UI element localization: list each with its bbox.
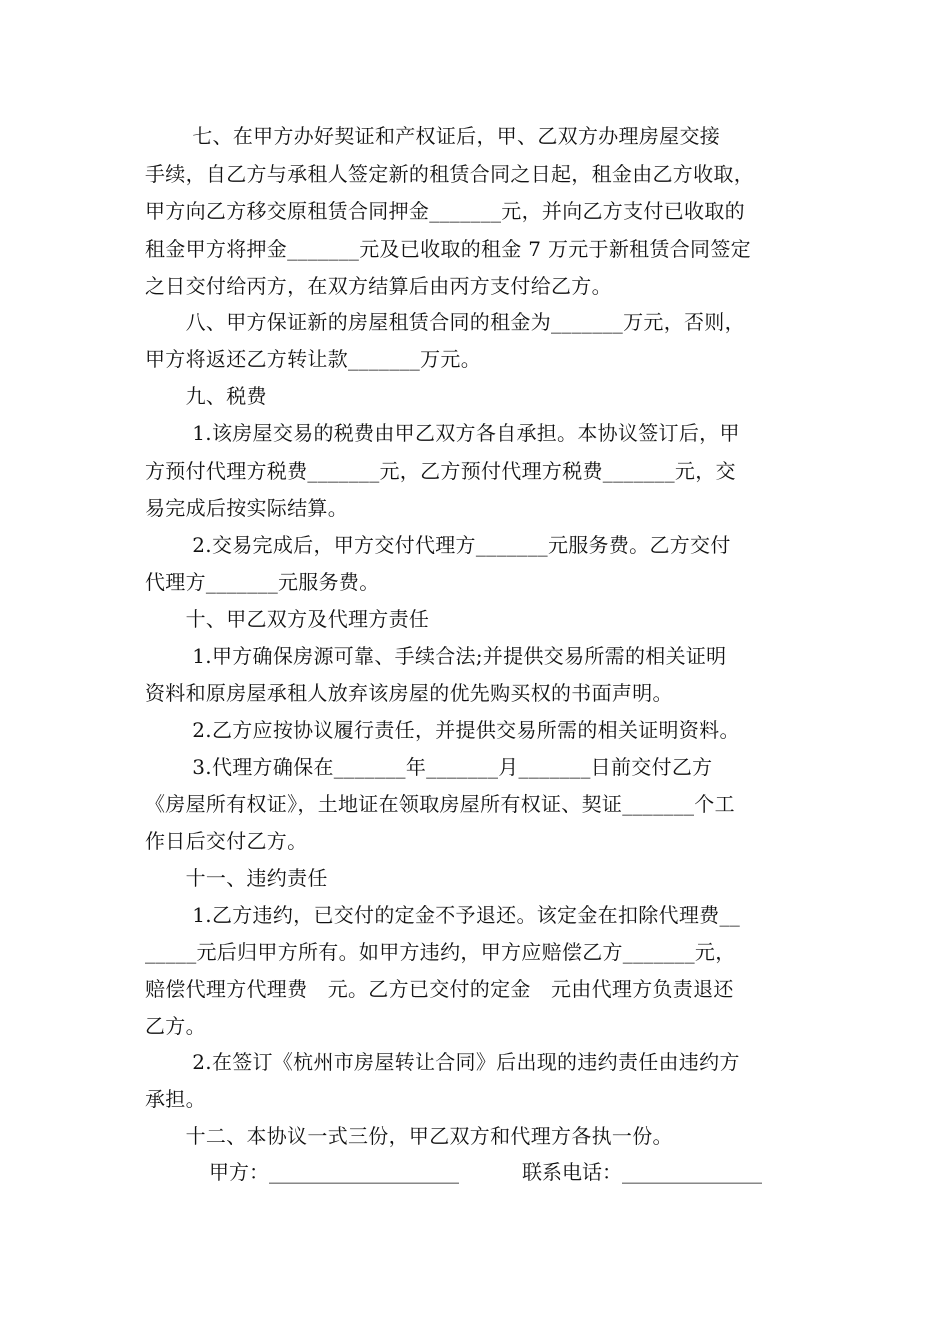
text-line: 2.乙方应按协议履行责任，并提供交易所需的相关证明资料。 (145, 718, 740, 742)
text-line: 1.该房屋交易的税费由甲乙双方各自承担。本协议签订后，甲 (145, 421, 740, 445)
signature-phone: 联系电话：______________ (522, 1160, 762, 1184)
text-line: 方预付代理方税费_______元，乙方预付代理方税费_______元，交 (145, 459, 736, 483)
text-line: 甲方将返还乙方转让款_______万元。 (145, 347, 481, 371)
text-line: 2.交易完成后，甲方交付代理方_______元服务费。乙方交付 (145, 533, 731, 557)
text-line: 赔偿代理方代理费 元。乙方已交付的定金 元由代理方负责退还 (145, 977, 734, 1001)
text-line: 七、在甲方办好契证和产权证后，甲、乙双方办理房屋交接 (145, 124, 721, 148)
text-line: 承担。 (145, 1087, 206, 1111)
text-line: 1.乙方违约，已交付的定金不予退还。该定金在扣除代理费__ (145, 903, 741, 927)
text-line: 1.甲方确保房源可靠、手续合法;并提供交易所需的相关证明 (145, 644, 727, 668)
text-line: 手续，自乙方与承租人签定新的租赁合同之日起，租金由乙方收取， (145, 162, 754, 186)
text-line: _____元后归甲方所有。如甲方违约，甲方应赔偿乙方_______元， (145, 940, 736, 964)
text-line: 资料和原房屋承租人放弃该房屋的优先购买权的书面声明。 (145, 681, 673, 705)
text-line: 之日交付给丙方，在双方结算后由丙方支付给乙方。 (145, 274, 612, 298)
text-line: 《房屋所有权证》，土地证在领取房屋所有权证、契证_______个工 (145, 792, 735, 816)
text-line: 作日后交付乙方。 (145, 829, 308, 853)
section-heading: 十一、违约责任 (145, 866, 328, 890)
section-heading: 九、税费 (145, 384, 267, 408)
text-line: 甲方向乙方移交原租赁合同押金_______元，并向乙方支付已收取的 (145, 199, 745, 223)
section-heading: 十二、本协议一式三份，甲乙双方和代理方各执一份。 (145, 1124, 673, 1148)
text-line: 代理方_______元服务费。 (145, 570, 380, 594)
section-heading: 十、甲乙双方及代理方责任 (145, 607, 430, 631)
text-line: 租金甲方将押金_______元及已收取的租金 7 万元于新租赁合同签定 (145, 237, 751, 261)
text-line: 乙方。 (145, 1014, 206, 1038)
text-line: 八、甲方保证新的房屋租赁合同的租金为_______万元，否则， (145, 310, 745, 334)
text-line: 3.代理方确保在_______年_______月_______日前交付乙方 (145, 755, 713, 779)
signature-party-a: 甲方：___________________ (209, 1160, 459, 1184)
text-line: 易完成后按实际结算。 (145, 496, 348, 520)
text-line: 2.在签订《杭州市房屋转让合同》后出现的违约责任由违约方 (145, 1050, 740, 1074)
